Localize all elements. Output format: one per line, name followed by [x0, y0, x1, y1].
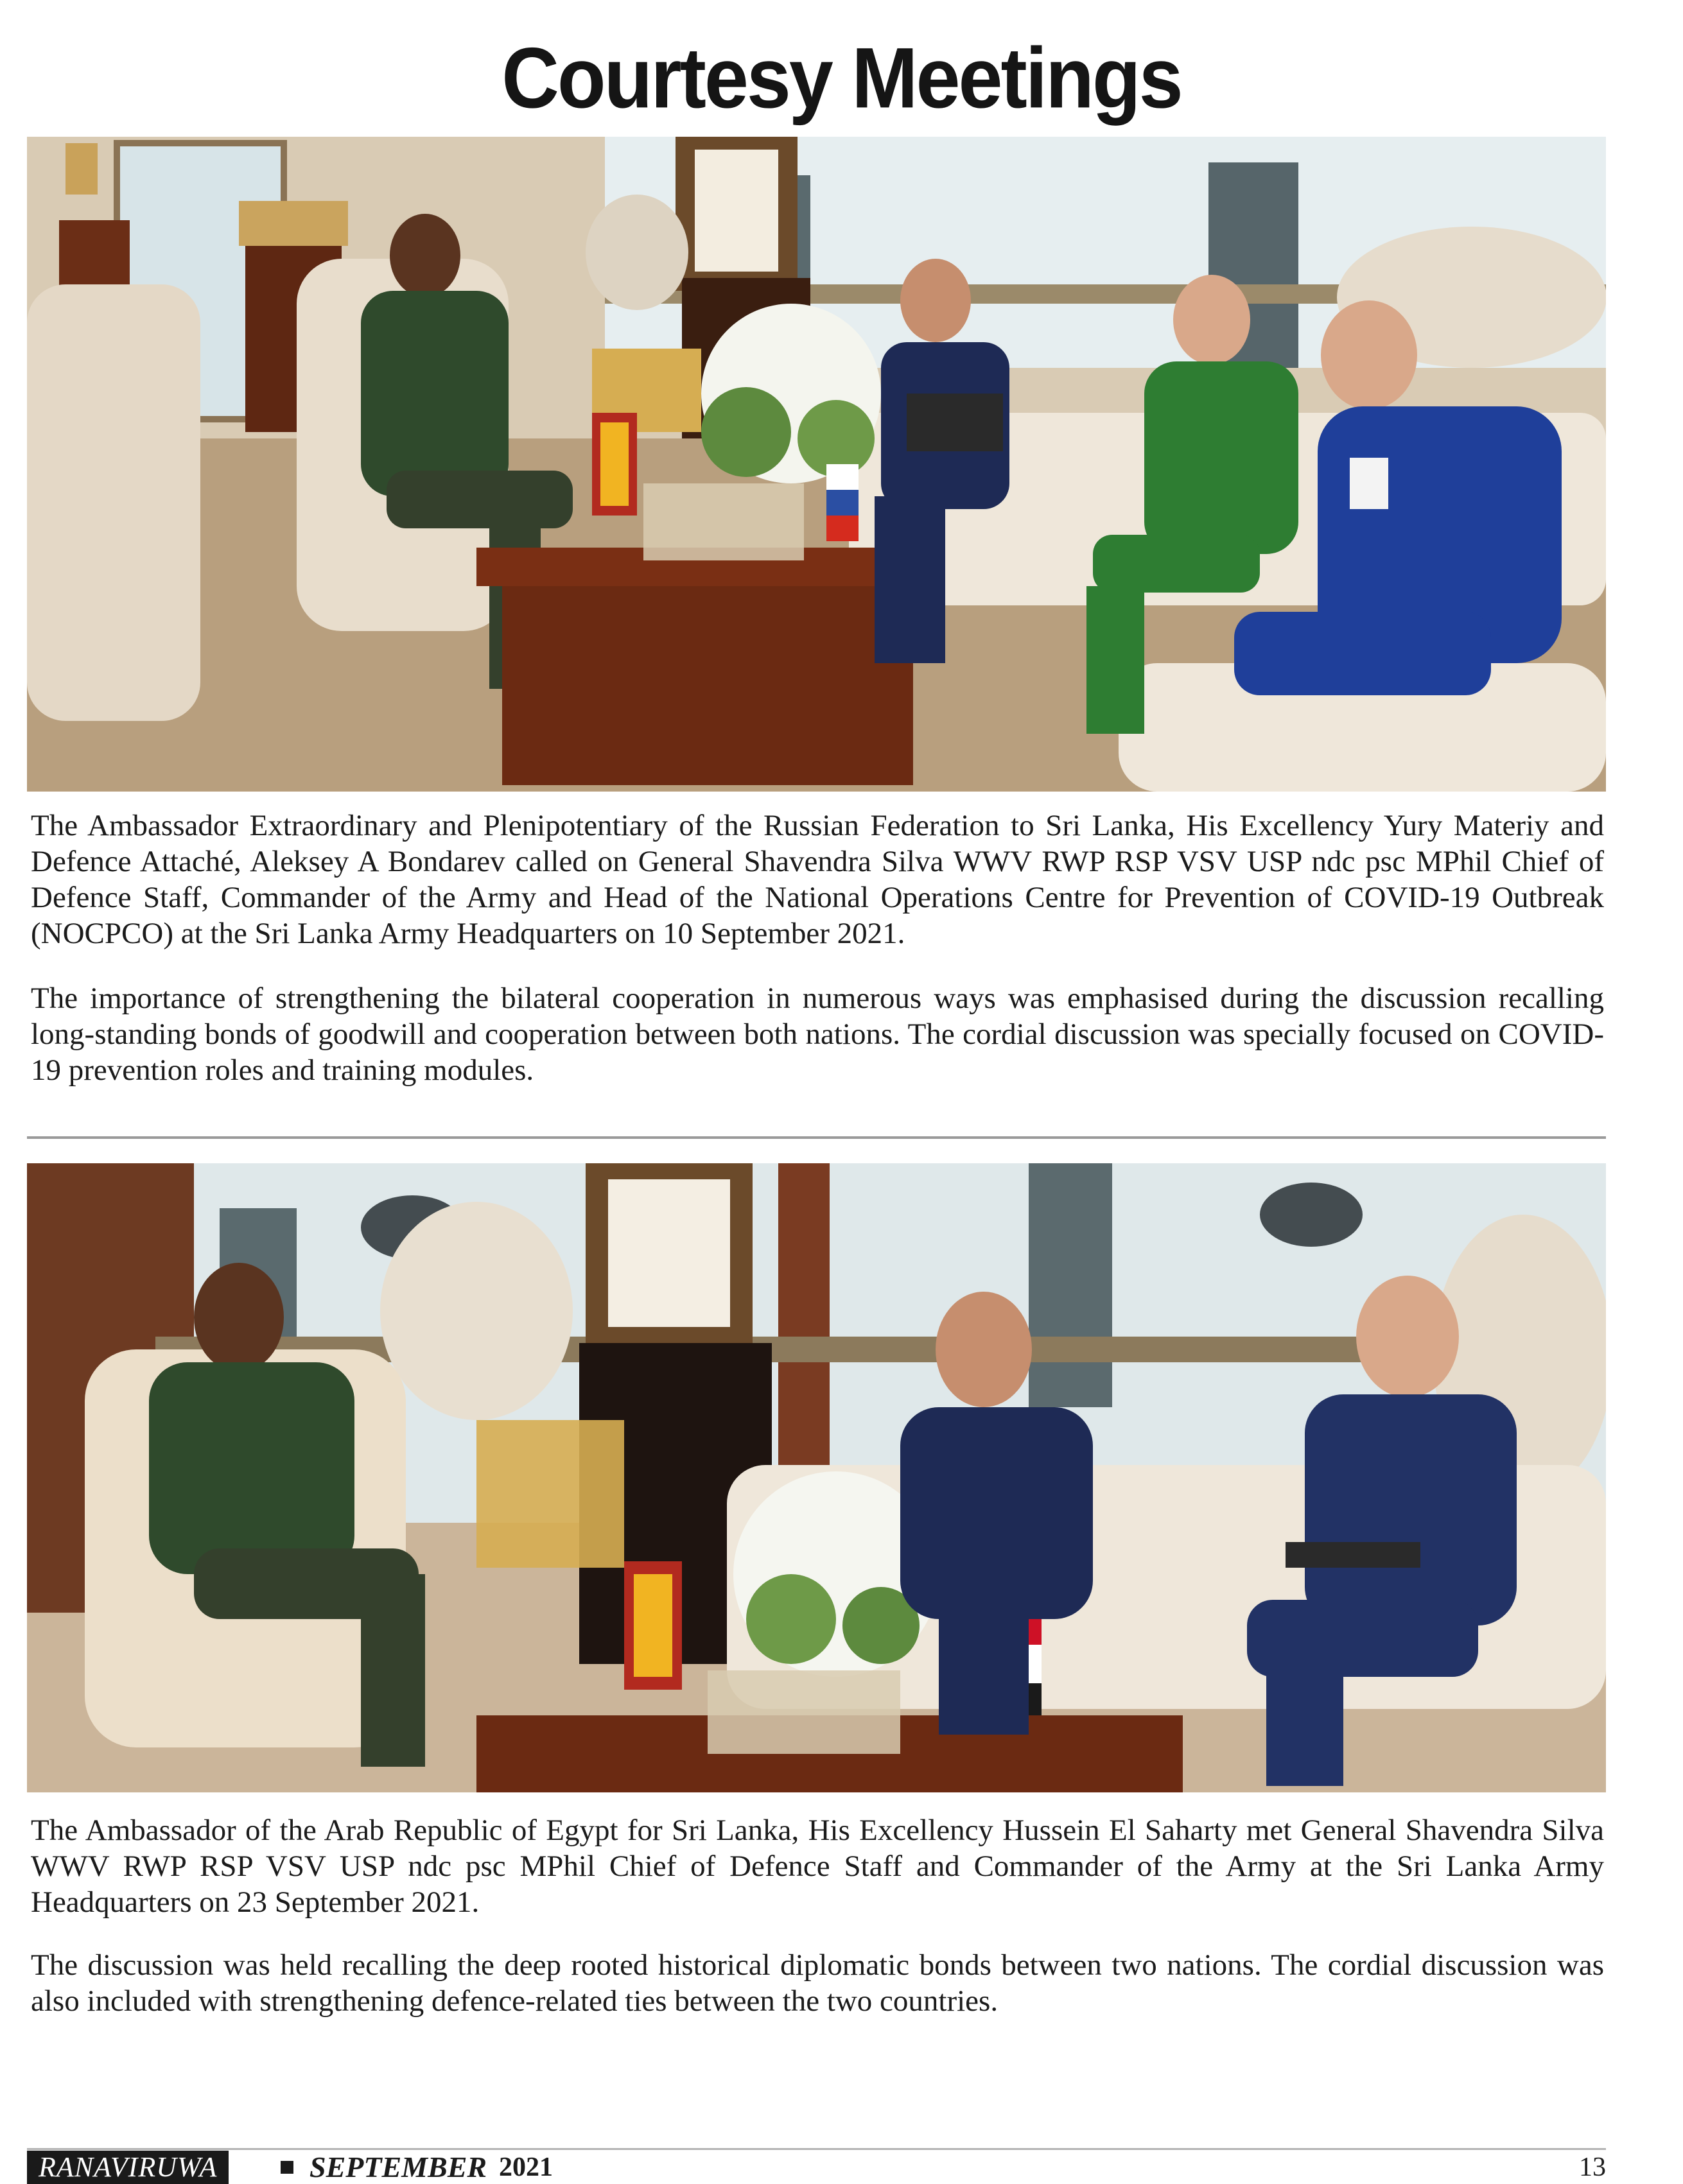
magazine-name: RANAVIRUWA	[27, 2151, 229, 2184]
article-2-paragraph-1: The Ambassador of the Arab Republic of Egypt for Sri Lanka, His Excellency Hussein El Saharty met General Shavendra Silva WWV RWP RSP VSV USP ndc psc MPhil Chief of Defence Staff and Commander of the Army at the Sri Lanka Army Headquarters on 23 September 2021.	[31, 1814, 1604, 1919]
article-2-paragraph-2: The discussion was held recalling the deep rooted historical diplomatic bonds between two nations. The cordial discussion was also included with strengthening defence-related ties between the two countries.	[31, 1948, 1604, 2018]
footer-bullet-icon	[281, 2161, 293, 2174]
page-title: Courtesy Meetings	[501, 30, 1182, 126]
issue-month: SEPTEMBER	[310, 2151, 487, 2183]
meeting-photo-russia	[27, 137, 1606, 792]
meeting-photo-egypt-illustration	[27, 1163, 1606, 1792]
section-divider	[27, 1136, 1606, 1139]
footer-divider	[27, 2148, 1606, 2150]
meeting-photo-russia-illustration	[27, 137, 1606, 792]
issue-year: 2021	[499, 2153, 553, 2182]
article-1-paragraph-2: The importance of strengthening the bilateral cooperation in numerous ways was emphasised during the discussion recalling long-standing bonds of goodwill and cooperation between both nations. The cordial discussion was specially focused on COVID-19 prevention roles and training modules.	[31, 982, 1604, 1087]
page-number: 13	[1579, 2153, 1606, 2182]
article-1-paragraph-1: The Ambassador Extraordinary and Plenipotentiary of the Russian Federation to Sri Lanka, His Excellency Yury Materiy and Defence Attaché, Aleksey A Bondarev called on General Shavendra Silva WWV RWP RSP VSV USP ndc psc MPhil Chief of Defence Staff, Commander of the Army and Head of the National Operations Centre for Prevention of COVID-19 Outbreak (NOCPCO) at the Sri Lanka Army Headquarters on 10 September 2021.	[31, 809, 1604, 950]
meeting-photo-egypt	[27, 1163, 1606, 1792]
page-footer	[27, 2151, 1606, 2183]
